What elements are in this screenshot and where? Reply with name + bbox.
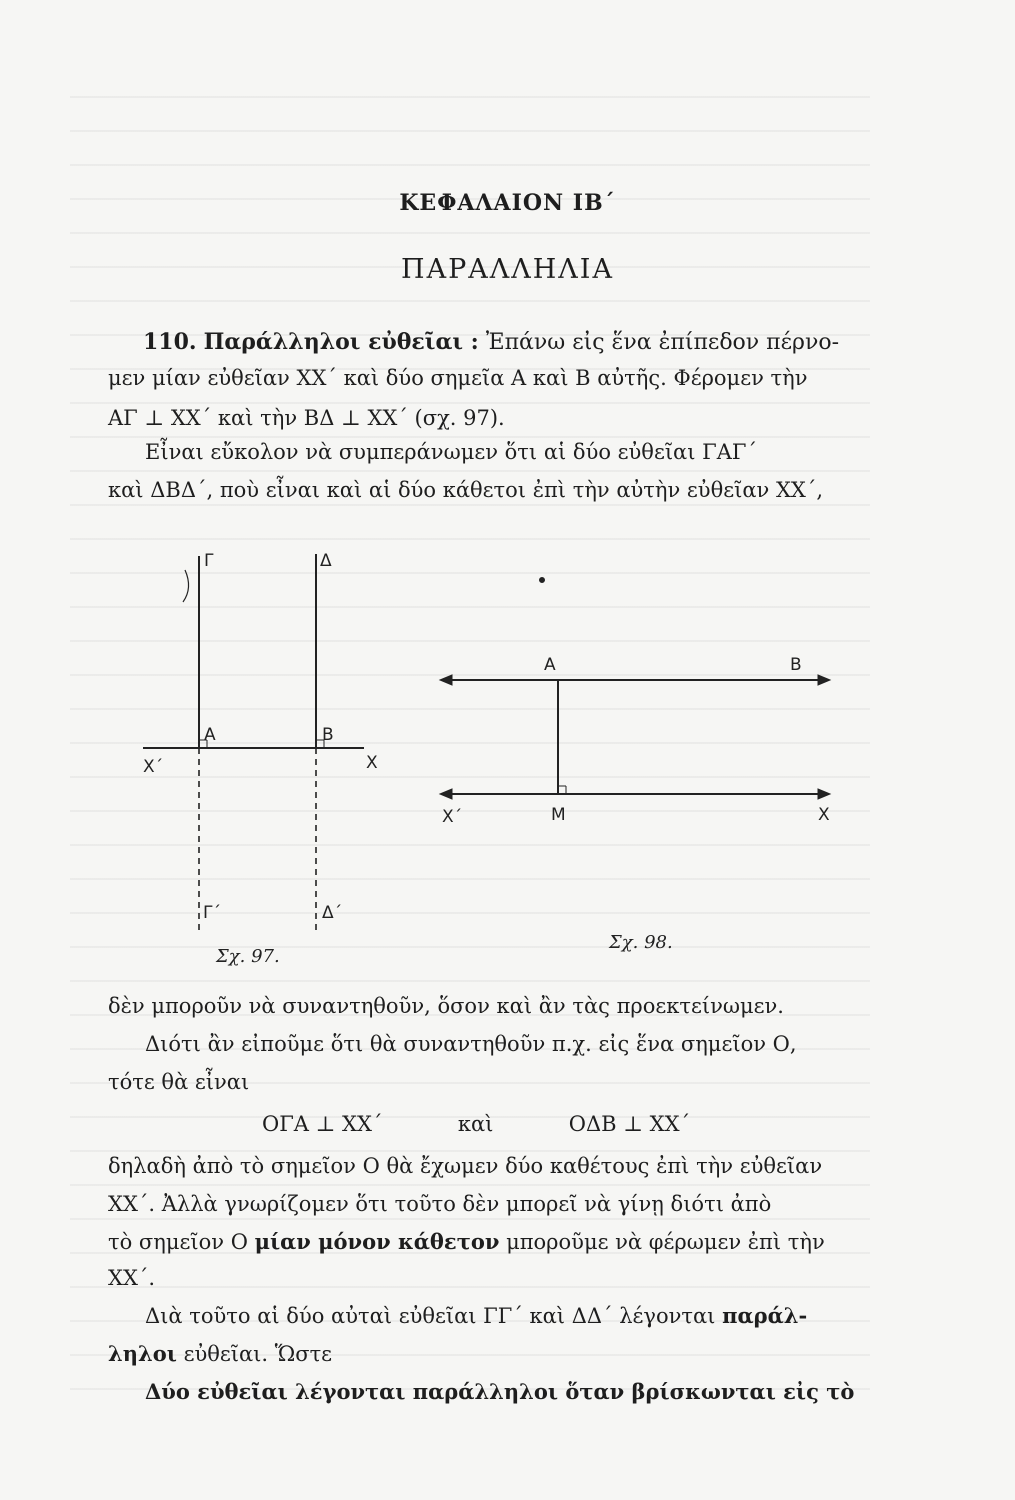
label-xp: X΄	[143, 757, 164, 777]
body-line-6-post: μποροῦμε νὰ φέρωμεν ἐπὶ τὴν	[506, 1230, 825, 1254]
label-a-98: Α	[544, 655, 556, 675]
formula-right: ΟΔΒ ⊥ XX΄	[568, 1112, 691, 1136]
intro-line-3: ΑΓ ⊥ XX΄ καὶ τὴν ΒΔ ⊥ XX΄ (σχ. 97).	[108, 406, 505, 430]
pencil-mark	[183, 570, 189, 602]
label-g: Γ	[204, 551, 214, 571]
arrow-xx-right	[818, 789, 830, 799]
body-line-8-pre: Διὰ τοῦτο αἱ δύο αὐταὶ εὐθεῖαι ΓΓ΄ καὶ ΔΔ΄ λέγονται	[145, 1304, 716, 1328]
perpendicular-formula	[262, 1112, 690, 1136]
body-line-9-bold: ληλοι	[108, 1341, 177, 1366]
formula-and: καὶ	[457, 1112, 494, 1136]
section-number: 110.	[143, 329, 197, 355]
label-b-98: Β	[790, 655, 802, 675]
label-d: Δ	[320, 551, 332, 571]
body-line-2: Διότι ἂν εἰποῦμε ὅτι θὰ συναντηθοῦν π.χ. εἰς ἕνα σημεῖον Ο,	[145, 1032, 797, 1056]
label-x-98: X	[818, 805, 830, 825]
label-a: Α	[204, 725, 216, 745]
body-line-4: δηλαδὴ ἀπὸ τὸ σημεῖον Ο θὰ ἔχωμεν δύο καθέτους ἐπὶ τὴν εὐθεῖαν	[108, 1154, 823, 1178]
body-line-6	[108, 1222, 825, 1262]
point-dot	[540, 578, 545, 583]
intro-text-1: Ἐπάνω εἰς ἕνα ἐπίπεδον πέρνο-	[485, 330, 840, 355]
arrow-xx-left	[440, 789, 452, 799]
formula-left: ΟΓΑ ⊥ XX΄	[262, 1112, 383, 1136]
figure-98-labels	[442, 655, 830, 953]
label-x: X	[366, 753, 378, 773]
body-line-8	[145, 1296, 807, 1336]
body-line-10	[145, 1372, 854, 1412]
figure-98-caption: Σχ. 98.	[609, 932, 673, 953]
body-line-8-bold: παράλ-	[722, 1303, 808, 1328]
body-line-5: XX΄. Ἀλλὰ γνωρίζομεν ὅτι τοῦτο δὲν μπορεῖ νὰ γίνῃ διότι ἀπὸ	[108, 1192, 772, 1216]
figure-97-labels	[143, 551, 378, 967]
chapter-label: ΚΕΦΑΛΑΙΟΝ ΙΒ΄	[399, 190, 616, 216]
label-dp: Δ΄	[322, 903, 343, 923]
arrow-ab-left	[440, 675, 452, 685]
body-line-9	[108, 1334, 332, 1374]
intro-line-5: καὶ ΔΒΔ΄, ποὺ εἶναι καὶ αἱ δύο κάθετοι ἐπὶ τὴν αὐτὴν εὐθεῖαν XX΄,	[108, 478, 824, 502]
body-line-3: τότε θὰ εἶναι	[108, 1070, 250, 1094]
body-line-10-bold: Δύο εὐθεῖαι λέγονται παράλληλοι ὅταν βρίσκωνται εἰς τὸ	[145, 1379, 855, 1404]
page-heading: ΠΑΡΑΛΛΗΛΙΑ	[401, 254, 614, 285]
body-line-7: XX΄.	[108, 1266, 156, 1290]
arrow-ab-right	[818, 675, 830, 685]
body-line-9-post: εὐθεῖαι. Ὥστε	[183, 1342, 333, 1366]
label-gp: Γ΄	[203, 903, 221, 923]
intro-line-4: Εἶναι εὔκολον νὰ συμπεράνωμεν ὅτι αἱ δύο εὐθεῖαι ΓΑΓ΄	[145, 440, 757, 464]
label-xp-98: X΄	[442, 807, 463, 827]
label-m-98: M	[551, 805, 566, 825]
label-b: Β	[322, 725, 334, 745]
body-line-6-bold: μίαν μόνον κάθετον	[254, 1229, 500, 1254]
intro-line-2: μεν μίαν εὐθεῖαν XX΄ καὶ δύο σημεῖα Α καὶ Β αὐτῆς. Φέρομεν τὴν	[108, 366, 808, 390]
figure-97-caption: Σχ. 97.	[216, 946, 280, 967]
section-title: Παράλληλοι εὐθεῖαι :	[203, 329, 479, 355]
figure-98	[440, 578, 830, 800]
body-line-1: δὲν μποροῦν νὰ συναντηθοῦν, ὅσον καὶ ἂν τὰς προεκτείνωμεν.	[108, 994, 784, 1018]
body-line-6-pre: τὸ σημεῖον Ο	[108, 1230, 248, 1254]
